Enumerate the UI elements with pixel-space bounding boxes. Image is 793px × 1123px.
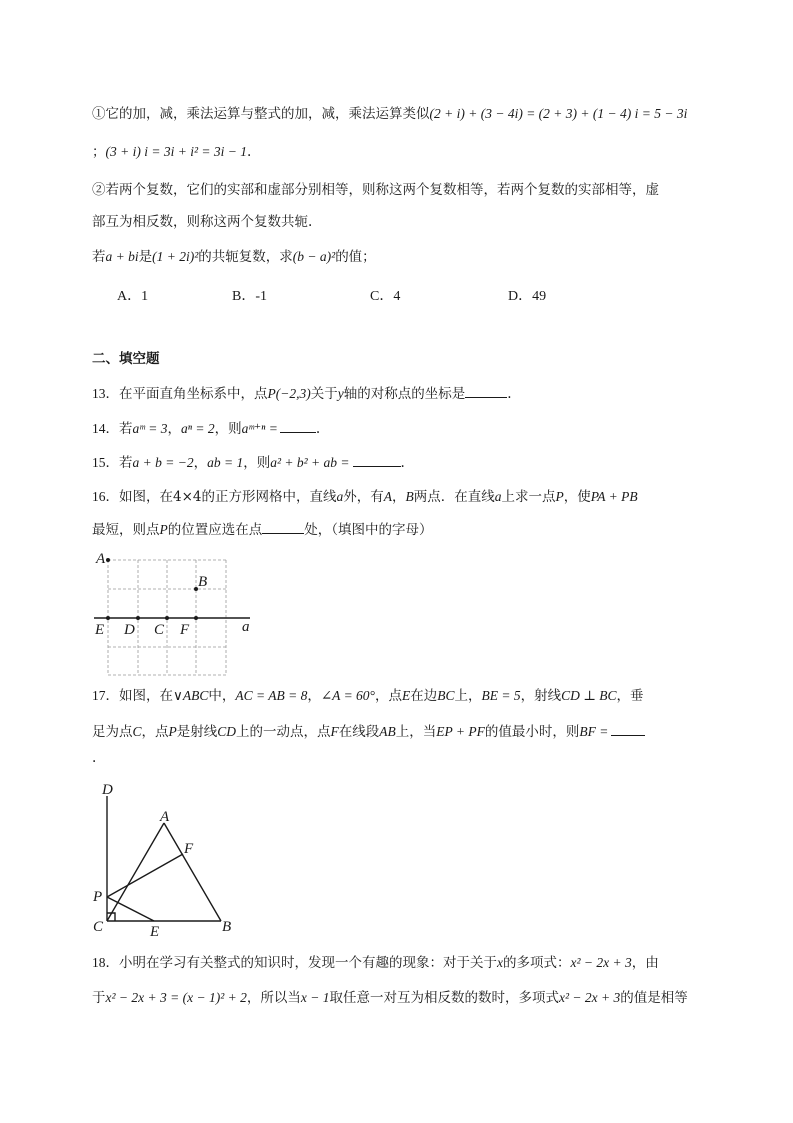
rule2-line2: 部互为相反数，则称这两个复数共轭. — [92, 214, 313, 230]
q15-formula-1: a + b = −2 — [132, 455, 194, 470]
label-F: F — [180, 622, 190, 638]
q17-text: ，射线 — [520, 688, 562, 704]
q15-formula-2: ab = 1 — [207, 455, 244, 470]
rule1-cont-formula: (3 + i) i = 3i + i² = 3i − 1 — [105, 144, 247, 159]
q15-pre: 若 — [119, 455, 133, 471]
label-E: E — [95, 622, 105, 638]
label-A: A — [96, 551, 106, 567]
q16-answer-blank[interactable] — [262, 519, 304, 534]
label-C: C — [154, 622, 165, 638]
segment-ab — [164, 823, 221, 921]
q16-text: 上求一点 — [501, 489, 556, 505]
q14-formula-1: aᵐ = 3 — [132, 421, 168, 436]
q17-number: 17． — [92, 688, 119, 703]
q13 — [92, 383, 512, 404]
q17-math: ∠A = 60° — [320, 688, 375, 703]
rule1-cont-sep: ； — [92, 144, 106, 160]
q17-math: BF = — [579, 724, 609, 739]
q12-mid-2: 的共轭复数，求 — [198, 249, 293, 265]
q13-answer-blank[interactable] — [465, 383, 507, 398]
q14-formula-2: aⁿ = 2 — [181, 421, 215, 436]
label-E: E — [150, 924, 160, 940]
q15-sep: ， — [193, 455, 208, 471]
q18-math: x − 1 — [300, 990, 330, 1005]
q15 — [92, 452, 405, 473]
q17-text: ， — [307, 688, 321, 704]
label-B: B — [222, 919, 232, 935]
q18-math: x² − 2x + 3 — [570, 955, 632, 970]
q16-line1 — [92, 487, 638, 507]
q15-mid: ，则 — [243, 455, 271, 471]
rule1-continuation — [92, 142, 251, 162]
rule1-line — [92, 104, 687, 124]
q17-math: CD ⊥ BC — [561, 688, 617, 703]
q15-end: . — [400, 455, 405, 471]
label-A: A — [160, 809, 170, 825]
point-d-dot — [136, 616, 140, 620]
q16-math: P — [555, 489, 564, 504]
q18-text: ，由 — [631, 955, 659, 971]
q18-text: 取任意一对互为相反数的数时，多项式 — [329, 990, 559, 1006]
q13-formula-2: y — [337, 386, 344, 401]
q18-text: ，所以当 — [246, 990, 301, 1006]
q14-number: 14． — [92, 421, 119, 436]
q15-answer-blank[interactable] — [353, 452, 401, 467]
q16-math: P — [159, 522, 168, 537]
q13-mid: 关于 — [310, 386, 338, 402]
q14-answer-blank[interactable] — [280, 418, 316, 433]
q17-answer-blank[interactable] — [611, 721, 645, 736]
q17-math: ∨ABC — [173, 688, 209, 703]
q16-text: 的位置应选在点 — [167, 522, 263, 538]
rule1-formula: (2 + i) + (3 − 4i) = (2 + 3) + (1 − 4) i = 5 − 3i — [429, 106, 688, 121]
segment-ca — [107, 823, 164, 921]
rule1-cont-end: . — [246, 144, 252, 160]
q17-text: ，垂 — [616, 688, 644, 704]
q17-text: 上，当 — [395, 724, 437, 740]
q17-text: 足为点 — [92, 724, 133, 740]
q17-math: C — [132, 724, 142, 739]
q18-text: 于 — [92, 990, 106, 1006]
q17-math: AC = AB = 8 — [235, 688, 308, 703]
q17-text: 是射线 — [176, 724, 218, 740]
q17-text: 中， — [208, 688, 236, 704]
q18-text: 的多项式： — [503, 955, 571, 971]
q13-formula-1: P(−2,3) — [267, 386, 311, 401]
label-F: F — [184, 841, 194, 857]
q18-number: 18． — [92, 955, 119, 970]
q17-line2 — [92, 721, 645, 742]
q15-number: 15． — [92, 455, 119, 470]
label-C: C — [93, 919, 104, 935]
q16-text: 处，（填图中的字母） — [304, 522, 433, 538]
q15-formula-3: a² + b² + ab = — [270, 455, 350, 470]
q17-text: 在边 — [410, 688, 438, 704]
q17-text: ，点 — [141, 724, 169, 740]
q12-formula-1: a + bi — [105, 249, 139, 264]
rule1-lead: ①它的加，减，乘法运算与整式的加，减，乘法运算类似 — [92, 106, 430, 122]
q17-text: 的值最小时，则 — [484, 724, 580, 740]
q17-math: EP + PF — [436, 724, 485, 739]
q18-text: 小明在学习有关整式的知识时，发现一个有趣的现象：对于关于 — [119, 955, 497, 971]
q17-math: F — [330, 724, 339, 739]
q17-text: 上的一动点，点 — [236, 724, 331, 740]
q18-line1 — [92, 953, 659, 973]
q16-line2 — [92, 519, 433, 540]
q12-end: 的值； — [335, 249, 376, 265]
q17-math: BE = 5 — [481, 688, 521, 703]
q16-math: A — [383, 489, 392, 504]
q16-math: a — [494, 489, 502, 504]
q13-number: 13． — [92, 386, 119, 401]
q16-math: B — [405, 489, 414, 504]
q17-line1 — [92, 686, 644, 706]
q12-option-a: A．1 — [117, 289, 149, 304]
rule2-line1: ②若两个复数，它们的实部和虚部分别相等，则称这两个复数相等，若两个复数的实部相等，虚 — [92, 182, 659, 198]
q18-math: x — [497, 955, 503, 970]
q17-math: P — [168, 724, 177, 739]
q18-text: 的值是相等 — [620, 990, 688, 1006]
q17-math: CD — [217, 724, 237, 739]
q13-pre: 在平面直角坐标系中，点 — [119, 386, 268, 402]
q16-text: 如图，在4×4的正方形网格中，直线 — [119, 489, 337, 505]
q12-option-d: D．49 — [508, 289, 547, 304]
label-B: B — [198, 574, 208, 590]
q18-math: x² − 2x + 3 = (x − 1)² + 2 — [105, 990, 247, 1005]
q12-formula-3: (b − a)² — [292, 249, 336, 264]
q14-formula-3: aᵐ⁺ⁿ = — [241, 421, 278, 436]
q12-mid-1: 是 — [138, 249, 153, 265]
q17-text: 在线段 — [338, 724, 380, 740]
label-D: D — [124, 622, 135, 638]
q17-text: ，点 — [374, 688, 402, 704]
q17-text: 如图，在 — [119, 688, 173, 704]
q16-number: 16． — [92, 489, 119, 504]
q17-math: AB — [379, 724, 396, 739]
q16-text: 两点．在直线 — [413, 489, 495, 505]
q14-mid: ，则 — [214, 421, 242, 437]
q14 — [92, 418, 320, 439]
point-f-dot — [194, 616, 198, 620]
q14-end: . — [315, 421, 321, 437]
q12-formula-2: (1 + 2i)² — [152, 249, 199, 264]
label-a: a — [242, 619, 250, 635]
q12-stem — [92, 247, 376, 267]
q17-text: 上， — [454, 688, 482, 704]
point-e-dot — [106, 616, 110, 620]
q12-option-b: B．-1 — [232, 289, 267, 304]
q16-text: ， — [392, 489, 406, 505]
q12-option-c: C．4 — [370, 289, 401, 304]
q16-math: a — [336, 489, 344, 504]
q18-line2 — [92, 988, 688, 1008]
q16-grid-figure — [90, 548, 260, 678]
q16-math: PA + PB — [590, 489, 638, 504]
section-title: 二、填空题 — [92, 351, 160, 367]
q17-line3: . — [92, 750, 97, 766]
label-P: P — [93, 889, 103, 905]
q17-triangle-figure — [88, 780, 248, 940]
segment-pf — [107, 854, 183, 897]
q13-post: 轴的对称点的坐标是 — [343, 386, 466, 402]
q12-pre: 若 — [92, 249, 106, 265]
q16-text: ，使 — [563, 489, 591, 505]
point-c-dot — [165, 616, 169, 620]
point-a-dot — [106, 558, 110, 562]
q14-pre: 若 — [119, 421, 133, 437]
q18-math: x² − 2x + 3 — [558, 990, 621, 1005]
q17-math: E — [401, 688, 411, 703]
q16-text: 最短，则点 — [92, 522, 160, 538]
q17-math: BC — [437, 688, 455, 703]
q14-sep: ， — [167, 421, 181, 437]
q16-text: 外，有 — [343, 489, 384, 505]
q13-end: . — [507, 386, 512, 402]
label-D: D — [102, 782, 113, 798]
